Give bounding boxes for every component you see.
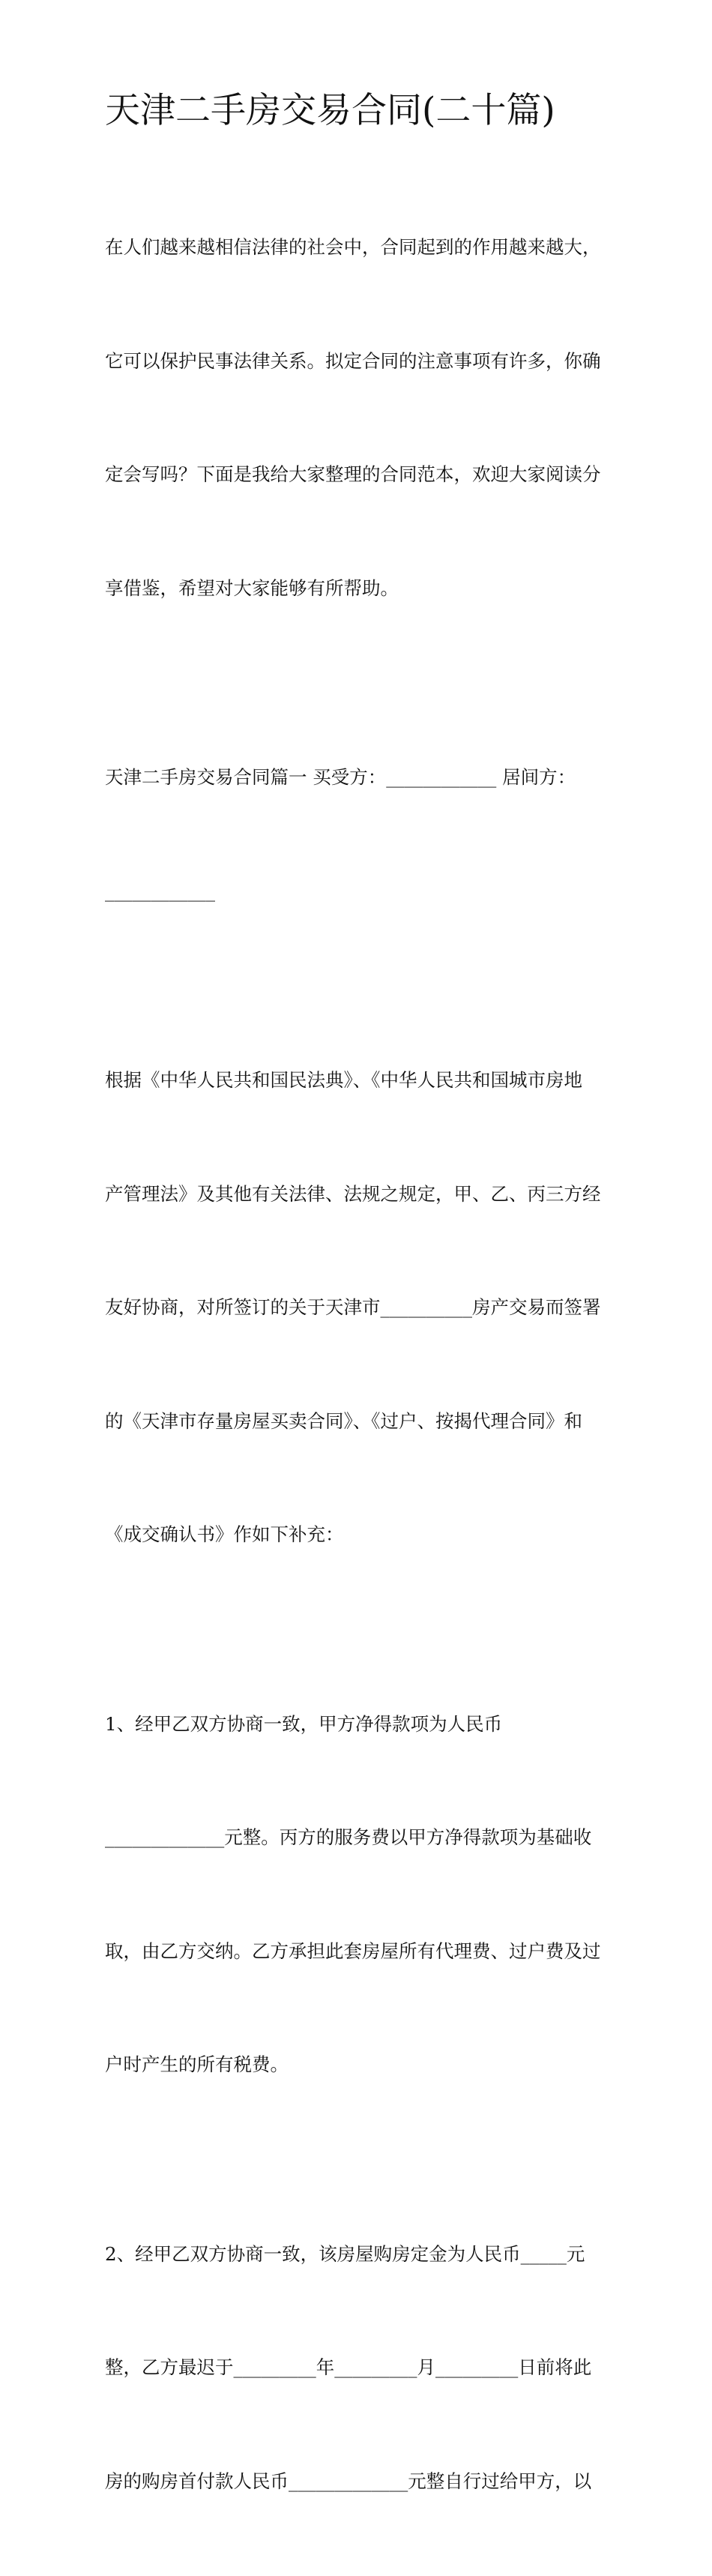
text-line: 根据《中华人民共和国民法典》、《中华人民共和国城市房地 — [105, 1062, 615, 1100]
clause-2-paragraph — [105, 2160, 615, 2576]
text-line: 在人们越来越相信法律的社会中，合同起到的作用越来越大， — [105, 229, 615, 267]
text-line: 的《天津市存量房屋买卖合同》、《过户、按揭代理合同》和 — [105, 1403, 615, 1441]
text-line: 户时产生的所有税费。 — [105, 2046, 615, 2084]
text-line: _____________元整。丙方的服务费以甲方净得款项为基础收 — [105, 1819, 615, 1857]
text-line: 享借鉴，希望对大家能够有所帮助。 — [105, 570, 615, 608]
text-line: 2、经甲乙双方协商一致，该房屋购房定金为人民币_____元 — [105, 2236, 615, 2274]
text-line: 天津二手房交易合同篇一 买受方：____________ 居间方： — [105, 759, 615, 797]
text-line: 1、经甲乙双方协商一致，甲方净得款项为人民币 — [105, 1706, 615, 1744]
text-line: 友好协商，对所签订的关于天津市__________房产交易而签署 — [105, 1289, 615, 1327]
text-line: 房的购房首付款人民币_____________元整自行过给甲方，以 — [105, 2463, 615, 2501]
intro-paragraph — [105, 153, 615, 683]
text-line: 整，乙方最迟于_________年_________月_________日前将此 — [105, 2349, 615, 2387]
document-page — [105, 84, 615, 2576]
document-title: 天津二手房交易合同(二十篇) — [105, 84, 615, 138]
text-line: 产管理法》及其他有关法律、法规之规定，甲、乙、丙三方经 — [105, 1176, 615, 1214]
clause-1-paragraph — [105, 1630, 615, 2160]
text-line: 它可以保护民事法律关系。拟定合同的注意事项有许多，你确 — [105, 343, 615, 381]
text-line: 定会写吗？下面是我给大家整理的合同范本，欢迎大家阅读分 — [105, 456, 615, 494]
text-line: 《成交确认书》作如下补充： — [105, 1516, 615, 1554]
contract-parties-paragraph — [105, 683, 615, 986]
text-line: 取，由乙方交纳。乙方承担此套房屋所有代理费、过户费及过 — [105, 1933, 615, 1971]
legal-basis-paragraph — [105, 986, 615, 1630]
text-line: ____________ — [105, 873, 615, 911]
